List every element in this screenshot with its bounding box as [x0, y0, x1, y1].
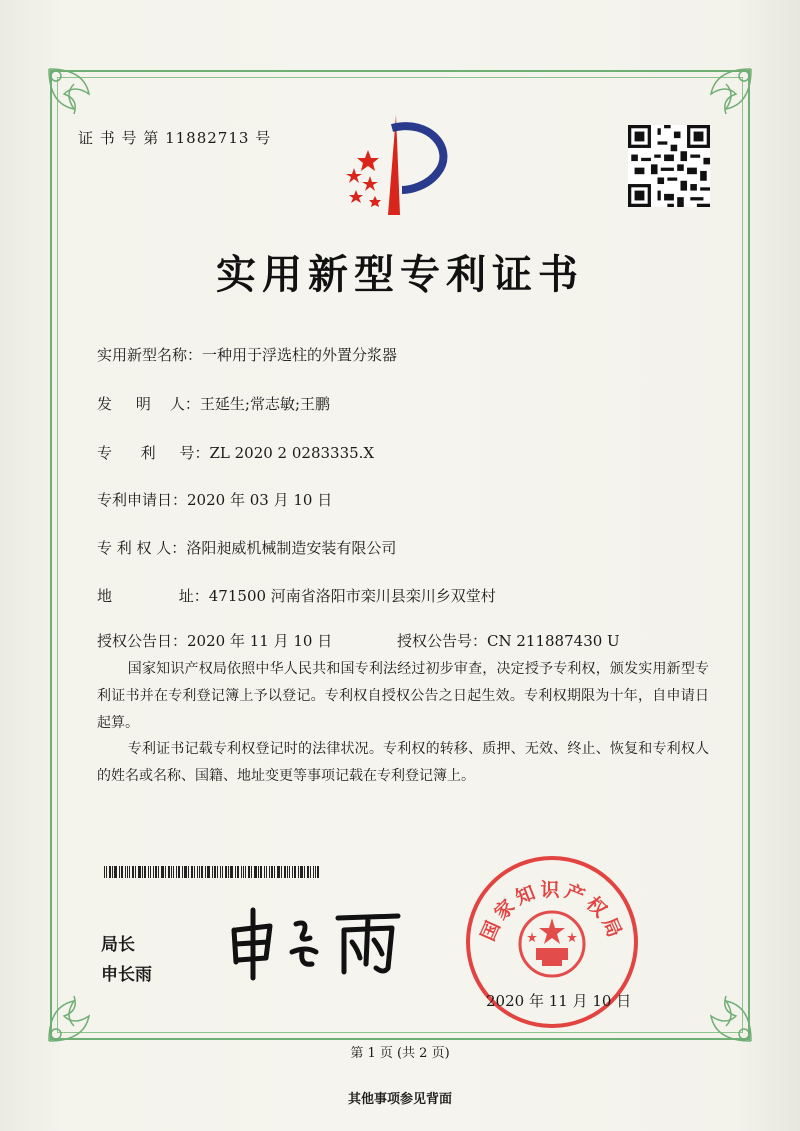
field-value: ZL 2020 2 0283335.X — [209, 444, 375, 462]
field-application-date — [97, 489, 332, 510]
field-value: 王延生;常志敏;王鹏 — [199, 395, 331, 413]
barcode-icon — [104, 866, 320, 878]
field-label: 专 利 号： — [97, 444, 210, 462]
official-name: 申长雨 — [101, 965, 152, 985]
field-value: 2020 年 03 月 10 日 — [187, 491, 333, 509]
back-page-note: 其他事项参见背面 — [347, 1092, 452, 1107]
field-value: 471500 河南省洛阳市栾川县栾川乡双堂村 — [208, 587, 496, 605]
field-patent-number — [97, 442, 374, 463]
field-label: 实用新型名称： — [97, 346, 203, 364]
handwritten-signature — [226, 902, 406, 982]
field-label: 专 利 权 人： — [97, 539, 187, 557]
seal-text: 国家知识产权局 — [476, 879, 628, 945]
field-label: 地 址： — [97, 587, 209, 605]
field-label: 专利申请日： — [97, 491, 188, 509]
field-utility-model-name — [97, 344, 397, 365]
qr-code-icon — [628, 125, 710, 207]
field-announcement-number — [397, 630, 620, 651]
certificate-title: 实用新型专利证书 — [216, 251, 584, 298]
field-inventors — [97, 393, 330, 414]
field-label: 授权公告日： — [97, 632, 188, 650]
official-title: 局长 — [101, 935, 135, 955]
legal-status-paragraph: 专利证书记载专利权登记时的法律状况。专利权的转移、质押、无效、终止、恢复和专利权人的姓名或名称、国籍、地址变更等事项记载在专利登记簿上。 — [97, 741, 709, 784]
field-value: 一种用于浮选柱的外置分浆器 — [202, 346, 398, 364]
certificate-number: 证 书 号 第 11882713 号 — [78, 129, 272, 147]
field-label: 发 明 人： — [97, 395, 200, 413]
grant-statement-paragraph: 国家知识产权局依照中华人民共和国专利法经过初步审查，决定授予专利权，颁发实用新型专利证书并在专利登记簿上予以登记。专利权自授权公告之日起生效。专利权期限为十年，自申请日起算。 — [97, 661, 709, 731]
field-label: 授权公告号： — [397, 632, 488, 650]
field-value: CN 211887430 U — [487, 632, 620, 650]
patent-office-logo-icon — [330, 110, 460, 220]
field-patentee — [97, 537, 396, 558]
field-value: 2020 年 11 月 10 日 — [187, 632, 333, 650]
field-value: 洛阳昶威机械制造安装有限公司 — [186, 539, 397, 557]
corner-ornament-bottom-right — [666, 956, 756, 1046]
seal-date: 2020 年 11 月 10 日 — [486, 992, 632, 1010]
page-number: 第 1 页 (共 2 页) — [350, 1046, 450, 1061]
field-address — [97, 585, 496, 606]
field-grant-date — [97, 630, 332, 651]
